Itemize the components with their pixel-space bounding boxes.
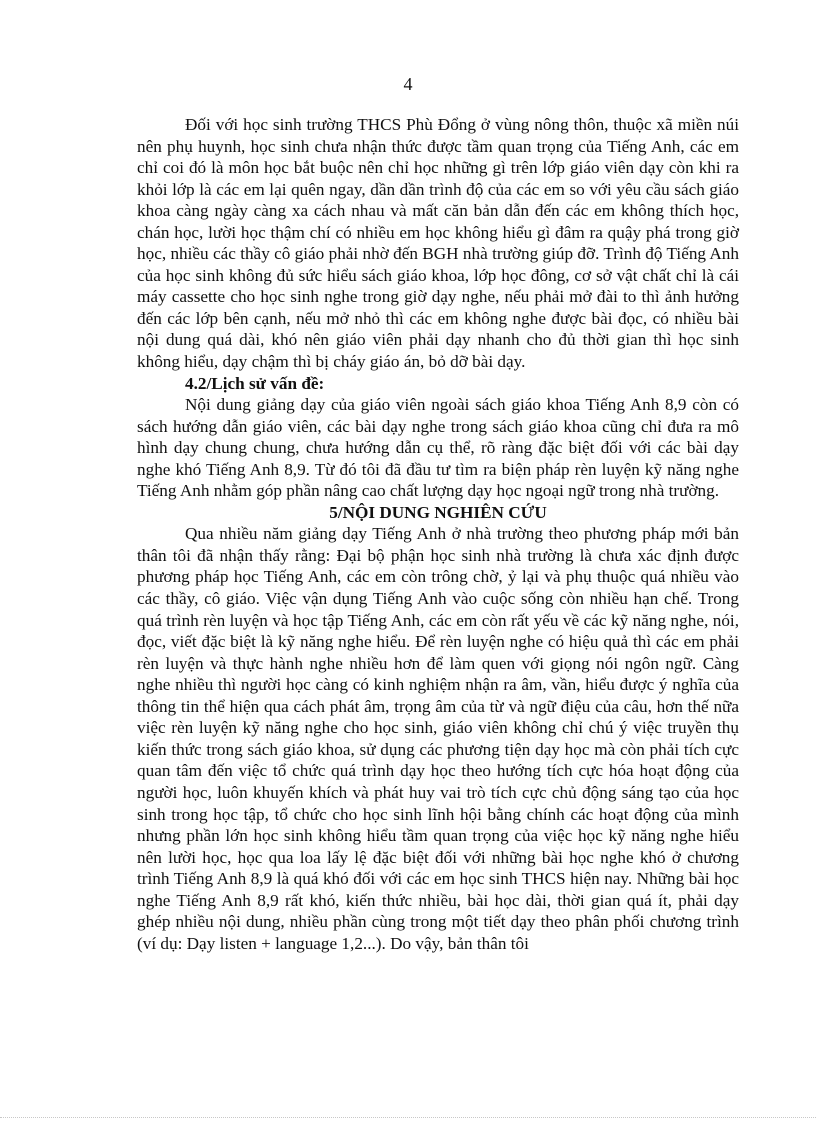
page-number: 4	[403, 74, 413, 94]
page-bottom-divider	[0, 1117, 816, 1118]
paragraph-student-situation: Đối với học sinh trường THCS Phù Đổng ở vùng nông thôn, thuộc xã miền núi nên phụ huynh, học sinh chưa nhận thức được tầm quan trọng của Tiếng Anh, các em chỉ coi đó là môn học bắt buộc nên chỉ học những gì trên lớp giáo viên dạy còn khi ra khỏi lớp là các em lại quên ngay, dần dần trình độ của các em so với yêu cầu sách giáo khoa càng ngày càng xa cách nhau và mất căn bản dẫn đến các em không thích học, chán học, lười học thậm chí có nhiều em học không hiểu gì đâm ra quậy phá trong giờ học, nhiều các thầy cô giáo phải nhờ đến BGH nhà trường giúp đỡ. Trình độ Tiếng Anh của học sinh không đủ sức hiểu sách giáo khoa, lớp học đông, cơ sở vật chất chỉ là cái máy cassette cho học sinh nghe trong giờ dạy nghe, nếu phải mở đài to thì ảnh hưởng đến các lớp bên cạnh, nếu mở nhỏ thì các em không nghe được bài đọc, có nhiều bài nội dung quá dài, khó nên giáo viên phải dạy nhanh cho đủ thời gian thì học sinh không hiểu, dạy chậm thì bị cháy giáo án, bỏ dỡ bài dạy.	[137, 115, 739, 372]
section-heading-history: 4.2/Lịch sử vấn đề:	[185, 373, 325, 393]
paragraph-teaching-content: Nội dung giảng dạy của giáo viên ngoài sách giáo khoa Tiếng Anh 8,9 còn có sách hướng dẫn giáo viên, các bài dạy nghe trong sách giáo khoa cũng chỉ đưa ra mô hình dạy chung chung, chưa hướng dẫn cụ thể, rõ ràng đặc biệt đối với các bài dạy nghe khó Tiếng Anh 8,9. Từ đó tôi đã đầu tư tìm ra biện pháp rèn luyện kỹ năng nghe Tiếng Anh nhằm góp phần nâng cao chất lượng dạy học ngoại ngữ trong nhà trường.	[137, 395, 739, 501]
section-heading-research-content: 5/NỘI DUNG NGHIÊN CỨU	[329, 502, 547, 522]
document-body	[137, 114, 739, 954]
paragraph-research-content: Qua nhiều năm giảng dạy Tiếng Anh ở nhà trường theo phương pháp mới bản thân tôi đã nhận thấy rằng: Đại bộ phận học sinh nhà trường là chưa xác định được phương pháp học Tiếng Anh, các em còn trông chờ, ỷ lại và phụ thuộc quá nhiều vào các thầy, cô giáo. Việc vận dụng Tiếng Anh vào cuộc sống còn nhiều hạn chế. Trong quá trình rèn luyện và học tập Tiếng Anh, các em còn rất yếu về các kỹ năng nghe, nói, đọc, viết đặc biệt là kỹ năng nghe hiểu. Để rèn luyện nghe có hiệu quả thì các em phải rèn luyện và thực hành nghe nhiều hơn để làm quen với giọng nói ngôn ngữ. Càng nghe nhiều thì người học càng có kinh nghiệm nhận ra âm, vần, hiểu được ý nghĩa của thông tin thể hiện qua cách phát âm, trọng âm của từ và ngữ điệu của câu, hơn thế nữa việc rèn luyện kỹ năng nghe cho học sinh, giáo viên không chỉ chú ý việc truyền thụ kiến thức trong sách giáo khoa, sử dụng các phương tiện dạy học mà còn phải tích cực quan tâm đến việc tổ chức quá trình dạy học theo hướng tích cực hóa hoạt động của người học, luôn khuyến khích và phát huy vai trò tích cực chủ động sáng tạo của học sinh trong học tập, tổ chức cho học sinh lĩnh hội bằng chính các hoạt động của mình nhưng phần lớn học sinh không hiểu tầm quan trọng của việc học kỹ năng nghe hiểu nên lười học, học qua loa lấy lệ đặc biệt đối với những bài học nghe khó ở chương trình Tiếng Anh 8,9 là quá khó đối với các em học sinh THCS hiện nay. Những bài học nghe Tiếng Anh 8,9 rất khó, kiến thức nhiều, bài học dài, thời gian quá ít, phải dạy ghép nhiều nội dung, nhiều phần cùng trong một tiết dạy theo phân phối chương trình (ví dụ: Dạy listen + language 1,2...). Do vậy, bản thân tôi	[137, 524, 739, 953]
